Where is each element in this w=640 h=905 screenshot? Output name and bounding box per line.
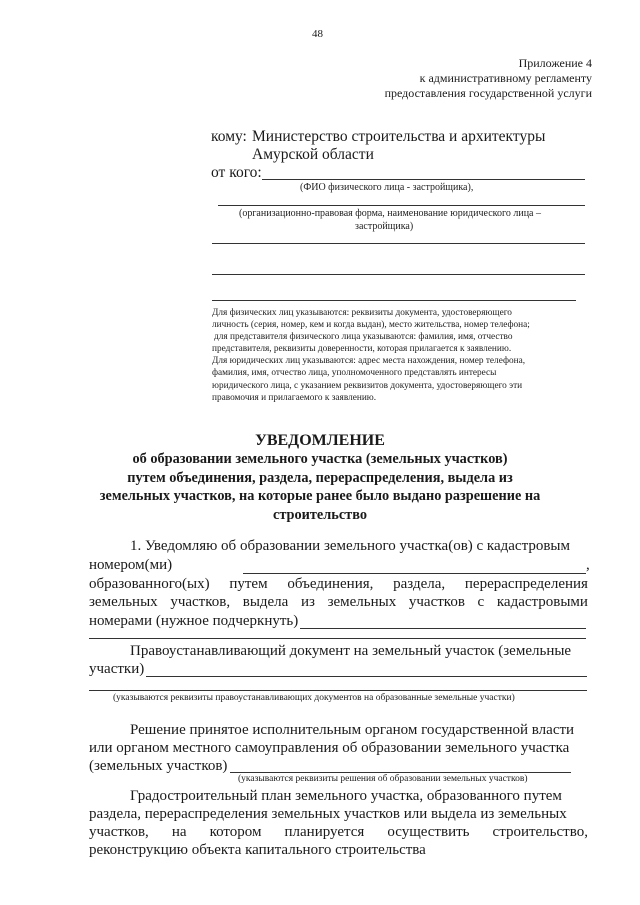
- para2-line-1: Правоустанавливающий документ на земельный участок (земельные: [130, 643, 572, 659]
- note-line-4: представителя, реквизиты доверенности, которая прилагается к заявлению.: [212, 344, 512, 354]
- para1-line-5: номерами (нужное подчеркнуть): [89, 613, 299, 629]
- para1-line-2-comma: ,: [586, 557, 590, 573]
- para3-line-3: (земельных участков): [89, 758, 228, 774]
- appendix-line-1: Приложение 4: [518, 56, 592, 70]
- from-field-line[interactable]: [262, 179, 585, 180]
- blank-line-3[interactable]: [212, 300, 576, 301]
- para1-line-4: земельных участков, выдела из земельных участков с кадастровыми: [89, 594, 588, 610]
- title-document-extra-line[interactable]: [89, 690, 587, 691]
- para1-extra-line[interactable]: [89, 638, 586, 639]
- note-line-1: Для физических лиц указываются: реквизиты документа, удостоверяющего: [212, 308, 512, 318]
- note-line-6: фамилия, имя, отчество лица, уполномоченного представлять интересы: [212, 368, 497, 378]
- blank-line-2[interactable]: [212, 274, 585, 275]
- para3-line-1: Решение принятое исполнительным органом государственной власти: [130, 722, 575, 738]
- para3-caption: (указываются реквизиты решения об образовании земельных участков): [238, 774, 528, 784]
- title-document-field[interactable]: [146, 676, 587, 677]
- note-line-5: Для юридических лиц указываются: адрес места нахождения, номер телефона,: [212, 356, 526, 366]
- para4-line-3: участков, на котором планируется осуществить строительство,: [89, 824, 588, 840]
- para2-line-2: участки): [89, 661, 145, 677]
- note-line-3: для представителя физического лица указываются: фамилия, имя, отчество: [214, 332, 513, 342]
- caption-org-line-1: (организационно-правовая форма, наименование юридического лица –: [239, 208, 541, 219]
- para4-line-1: Градостроительный план земельного участка, образованного путем: [130, 788, 562, 804]
- subtitle-line-2: путем объединения, раздела, перераспределения, выдела из: [127, 470, 513, 486]
- note-line-8: правомочия и прилагаемого к заявлению.: [212, 393, 377, 403]
- subtitle-line-4: строительство: [273, 507, 367, 523]
- from-label: от кого:: [211, 164, 262, 181]
- para2-caption: (указываются реквизиты правоустанавливающих документов на образованные земельные участки): [113, 693, 515, 703]
- document-title: УВЕДОМЛЕНИЕ: [255, 432, 385, 449]
- para4-line-2: раздела, перераспределения земельных участков или выдела из земельных: [89, 806, 567, 822]
- source-numbers-field[interactable]: [300, 628, 586, 629]
- para1-line-3: образованного(ых) путем объединения, раздела, перераспределения: [89, 576, 588, 592]
- decision-field[interactable]: [230, 772, 571, 773]
- blank-line-1[interactable]: [212, 243, 585, 244]
- to-value-line-2: Амурской области: [252, 146, 374, 163]
- to-value-line-1: Министерство строительства и архитектуры: [252, 128, 546, 145]
- to-label: кому:: [211, 128, 247, 145]
- caption-person: (ФИО физического лица - застройщика),: [300, 182, 474, 193]
- caption-org-line-2: застройщика): [355, 221, 414, 232]
- cadastral-number-field[interactable]: [243, 573, 586, 574]
- page-number: 48: [312, 28, 323, 40]
- appendix-line-3: предоставления государственной услуги: [384, 86, 592, 100]
- note-line-7: юридического лица, с указанием реквизитов документа, удостоверяющего эти: [212, 381, 523, 391]
- para1-line-2: номером(ми): [89, 557, 173, 573]
- para3-line-2: или органом местного самоуправления об образовании земельного участка: [89, 740, 570, 756]
- org-field-line[interactable]: [218, 205, 585, 206]
- para4-line-4: реконструкцию объекта капитального строительства: [89, 842, 426, 858]
- note-line-2: личность (серия, номер, кем и когда выдан), место жительства, номер телефона;: [212, 320, 530, 330]
- subtitle-line-3: земельных участков, на которые ранее было выдано разрешение на: [99, 488, 541, 504]
- subtitle-line-1: об образовании земельного участка (земельных участков): [132, 451, 508, 467]
- appendix-line-2: к административному регламенту: [419, 71, 592, 85]
- para1-line-1: 1. Уведомляю об образовании земельного участка(ов) с кадастровым: [130, 538, 570, 554]
